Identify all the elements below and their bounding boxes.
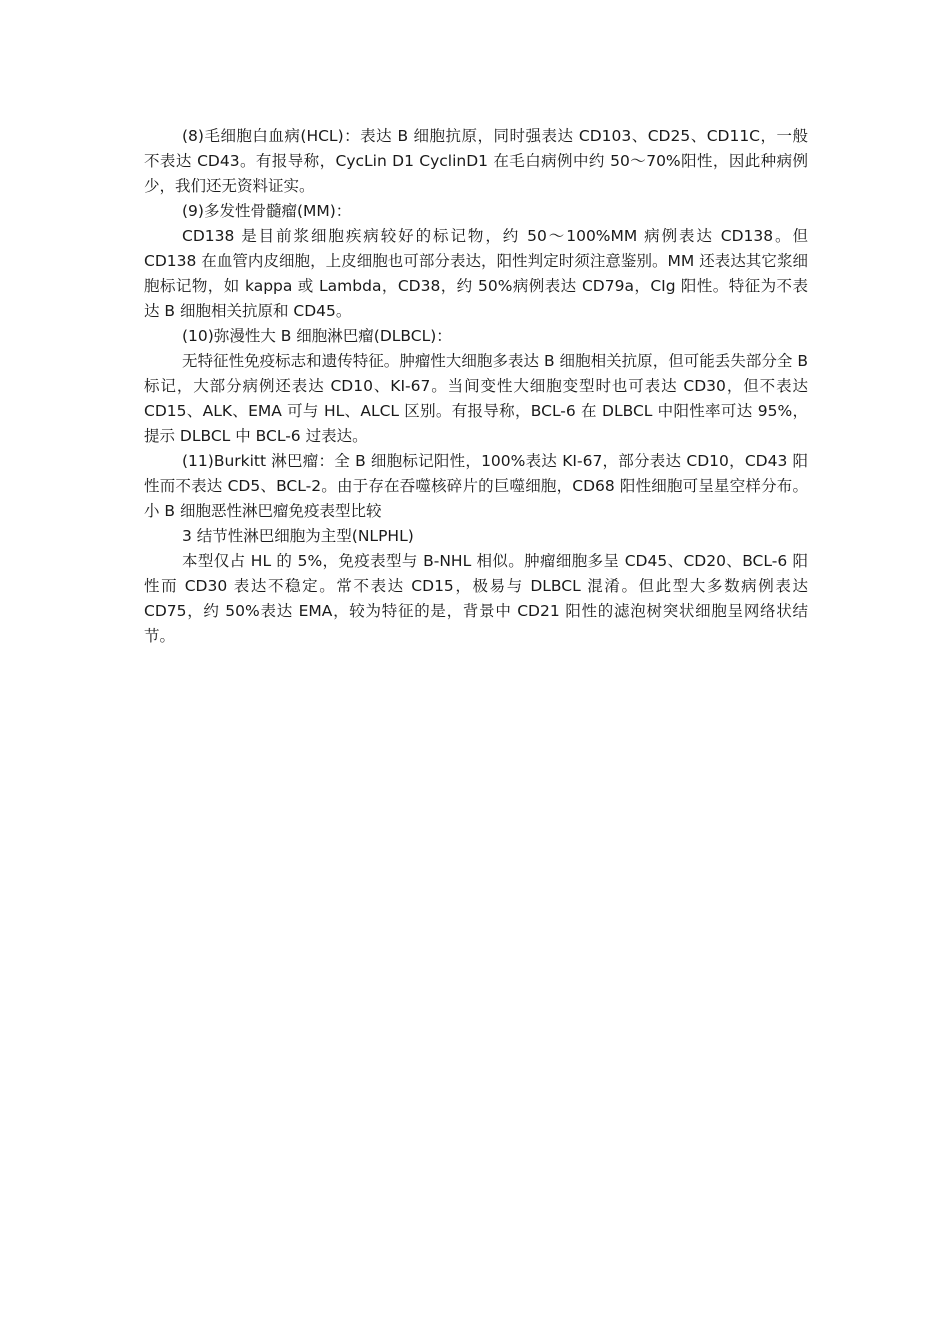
paragraph-burkitt: (11)Burkitt 淋巴瘤：全 B 细胞标记阳性，100%表达 KI-67，部分表达 CD10，CD43 阳性而不表达 CD5、BCL-2。由于存在吞噬核碎片的巨噬细胞，CD68 阳性细胞可呈星空样分布。 小 B 细胞恶性淋巴瘤免疫表型比较 [144,452,808,520]
paragraph-hcl: (8)毛细胞白血病(HCL)：表达 B 细胞抗原，同时强表达 CD103、CD25、CD11C，一般不表达 CD43。有报导称，CycLin D1 CyclinD1 在毛白病例中约 50～70%阳性，因此种病例少，我们还无资料证实。 [144,127,808,195]
document-body [144,124,808,649]
heading-nlphl: 3 结节性淋巴细胞为主型(NLPHL) [182,527,414,545]
paragraph-mm: CD138 是目前浆细胞疾病较好的标记物，约 50～100%MM 病例表达 CD138。但 CD138 在血管内皮细胞，上皮细胞也可部分表达，阳性判定时须注意鉴别。MM 还表达其它浆细胞标记物，如 kappa 或 Lambda，CD38，约 50%病例表达 CD79a，CIg 阳性。特征为不表达 B 细胞相关抗原和 CD45。 [144,227,808,320]
heading-mm: (9)多发性骨髓瘤(MM)： [182,202,352,220]
paragraph-nlphl: 本型仅占 HL 的 5%，免疫表型与 B-NHL 相似。肿瘤细胞多呈 CD45、CD20、BCL-6 阳性而 CD30 表达不稳定。常不表达 CD15，极易与 DLBCL 混淆。但此型大多数病例表达 CD75，约 50%表达 EMA，较为特征的是，背景中 CD21 阳性的滤泡树突状细胞呈网络状结节。 [144,552,808,645]
paragraph-dlbcl: 无特征性免疫标志和遗传特征。肿瘤性大细胞多表达 B 细胞相关抗原，但可能丢失部分全 B 标记，大部分病例还表达 CD10、KI-67。当间变性大细胞变型时也可表达 CD30，但不表达 CD15、ALK、EMA 可与 HL、ALCL 区别。有报导称，BCL-6 在 DLBCL 中阳性率可达 95%，提示 DLBCL 中 BCL-6 过表达。 [144,352,808,445]
heading-dlbcl: (10)弥漫性大 B 细胞淋巴瘤(DLBCL)： [182,327,452,345]
